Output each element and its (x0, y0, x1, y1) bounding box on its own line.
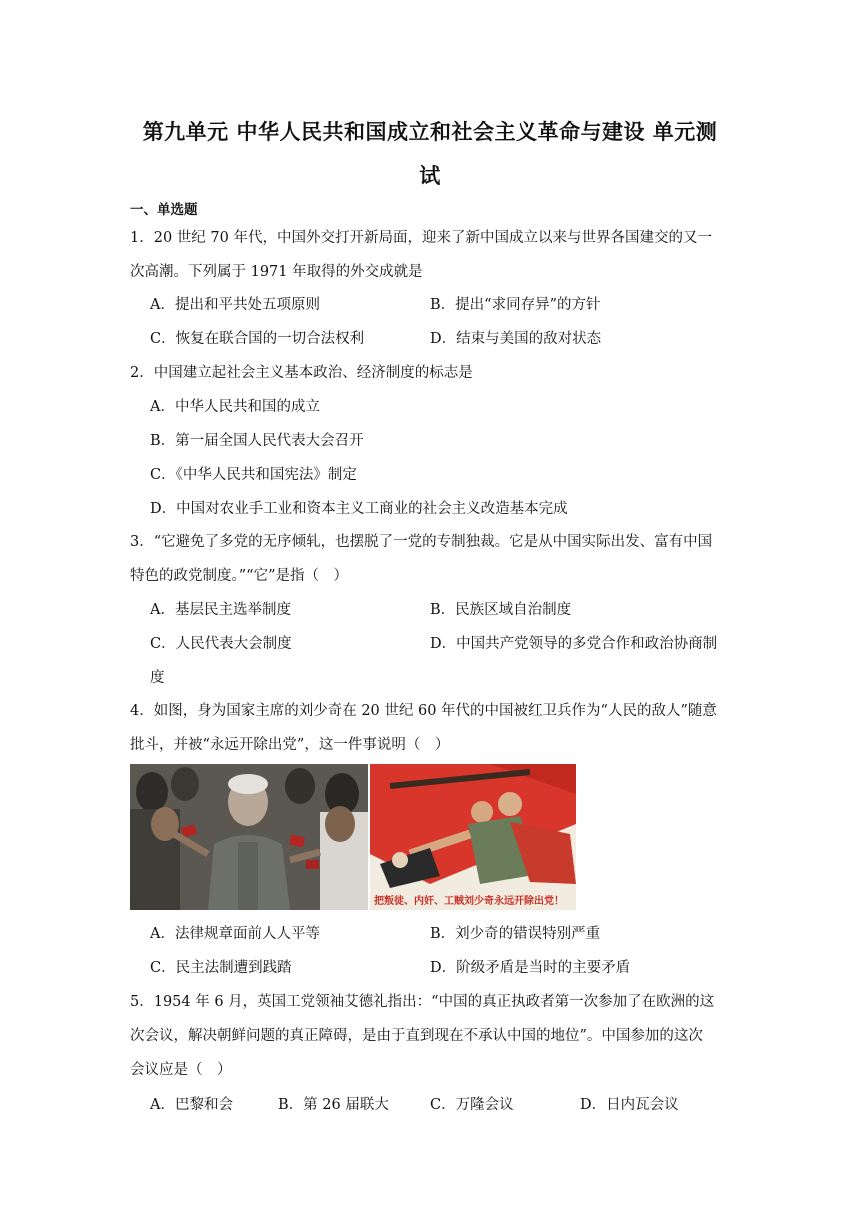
q1-option-b[interactable]: B．提出“求同存异”的方针 (430, 297, 601, 313)
q4-option-d[interactable]: D．阶级矛盾是当时的主要矛盾 (430, 960, 631, 976)
q3-option-b[interactable]: B．民族区域自治制度 (430, 602, 572, 618)
q4-figure (130, 764, 576, 910)
q3-stem-line2: 特色的政党制度。”“它”是指（ ） (130, 568, 348, 584)
q3-stem-line1: 3．“它避免了多党的无序倾轧，也摆脱了一党的专制独裁。它是从中国实际出发、富有中国 (130, 534, 713, 550)
q1-option-c[interactable]: C．恢复在联合国的一切合法权利 (150, 331, 365, 347)
q4-option-b[interactable]: B．刘少奇的错误特别严重 (430, 926, 601, 942)
q1-option-a[interactable]: A．提出和平共处五项原则 (150, 297, 320, 313)
q5-option-a[interactable]: A．巴黎和会 (150, 1097, 233, 1113)
q4-option-c[interactable]: C．民主法制遭到践踏 (150, 960, 292, 976)
q5-option-b[interactable]: B．第 26 届联大 (278, 1097, 389, 1113)
q5-option-d[interactable]: D．日内瓦会议 (580, 1097, 679, 1113)
q5-stem-line1: 5．1954 年 6 月，英国工党领袖艾德礼指出：“中国的真正执政者第一次参加了在欧洲的这 (130, 994, 715, 1010)
q1-option-d[interactable]: D．结束与美国的敌对状态 (430, 331, 602, 347)
poster-caption: 把叛徒、内奸、工贼刘少奇永远开除出党！ (374, 896, 564, 907)
section-heading: 一、单选题 (130, 202, 198, 218)
q2-option-d[interactable]: D．中国对农业手工业和资本主义工商业的社会主义改造基本完成 (150, 501, 568, 517)
q3-option-c[interactable]: C．人民代表大会制度 (150, 636, 292, 652)
q4-stem-line2: 批斗，并被“永远开除出党”，这一件事说明（ ） (130, 737, 450, 753)
propaganda-poster (370, 764, 576, 910)
q2-option-a[interactable]: A．中华人民共和国的成立 (150, 399, 320, 415)
q5-stem-line2: 次会议，解决朝鲜问题的真正障碍，是由于直到现在不承认中国的地位”。中国参加的这次 (130, 1028, 703, 1044)
q3-option-d[interactable]: D．中国共产党领导的多党合作和政治协商制 (430, 636, 718, 652)
q1-stem-line2: 次高潮。下列属于 1971 年取得的外交成就是 (130, 264, 423, 280)
q3-option-d-continued: 度 (150, 670, 165, 686)
q1-stem-line1: 1．20 世纪 70 年代，中国外交打开新局面，迎来了新中国成立以来与世界各国建交的又一 (130, 230, 712, 246)
document-title-line1: 第九单元 中华人民共和国成立和社会主义革命与建设 单元测 (142, 120, 718, 144)
q4-option-a[interactable]: A．法律规章面前人人平等 (150, 926, 320, 942)
struggle-session-photo (130, 764, 368, 910)
q2-stem: 2．中国建立起社会主义基本政治、经济制度的标志是 (130, 365, 473, 381)
q5-option-c[interactable]: C．万隆会议 (430, 1097, 514, 1113)
q2-option-c[interactable]: C．《中华人民共和国宪法》制定 (150, 467, 357, 483)
q2-option-b[interactable]: B．第一届全国人民代表大会召开 (150, 433, 364, 449)
q5-stem-line3: 会议应是（ ） (130, 1062, 232, 1078)
document-title-line2: 试 (419, 164, 441, 188)
q4-stem-line1: 4．如图，身为国家主席的刘少奇在 20 世纪 60 年代的中国被红卫兵作为“人民的敌人”随意 (130, 703, 717, 719)
q3-option-a[interactable]: A．基层民主选举制度 (150, 602, 291, 618)
